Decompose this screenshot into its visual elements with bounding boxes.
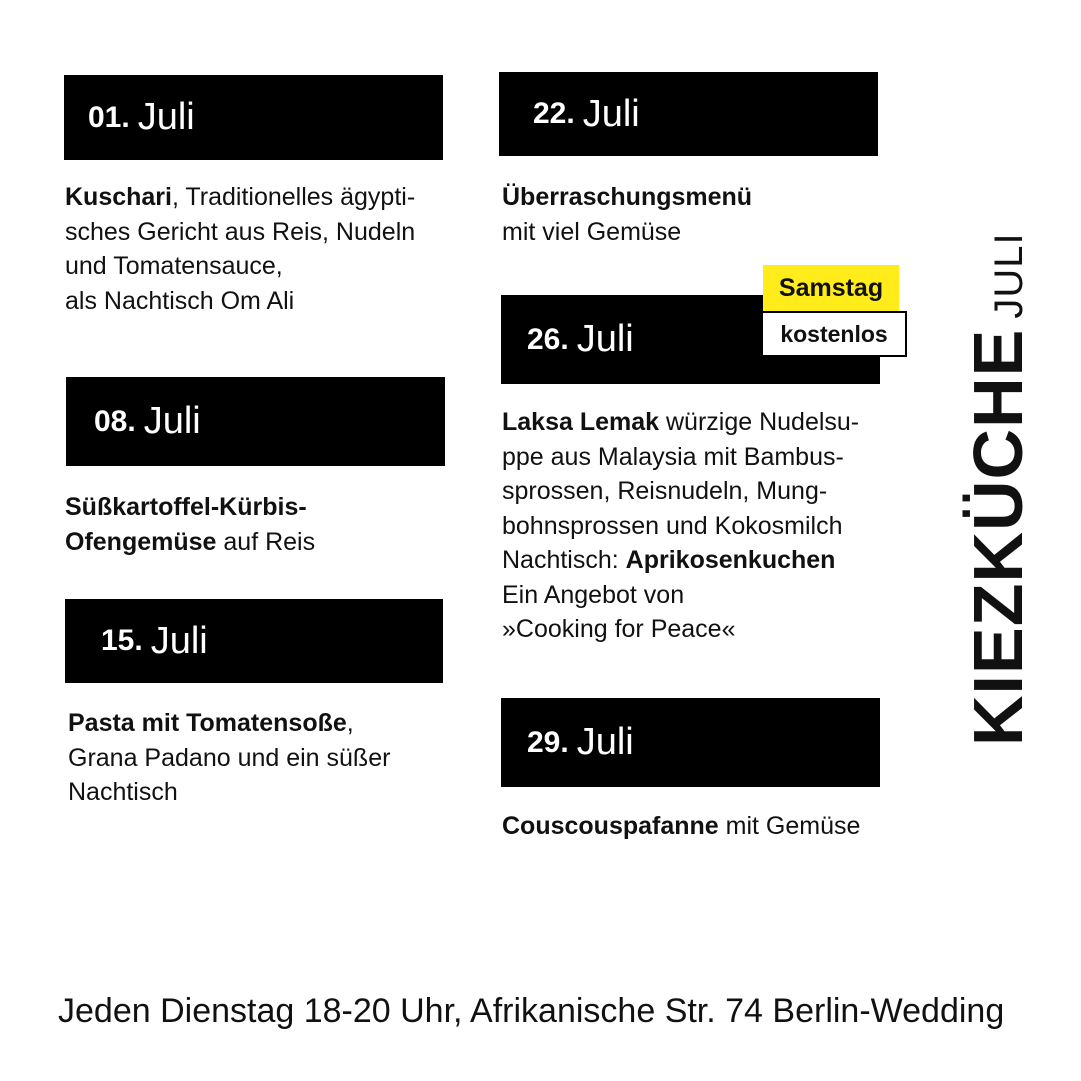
- date-day: 08.: [94, 404, 136, 438]
- dish-text: , Grana Padano und ein süßer Nachtisch: [68, 709, 391, 806]
- dish-text: würzige Nudelsu- ppe aus Malaysia mit Bambus- sprossen, Reisnudeln, Mung- bohnsprossen und Kokosmilch Nachtisch:: [502, 408, 860, 574]
- date-header-29: [501, 698, 880, 787]
- footer-info: Jeden Dienstag 18-20 Uhr, Afrikanische Str. 74 Berlin-Wedding: [58, 992, 1005, 1030]
- date-month: Juli: [576, 721, 634, 763]
- date-header-15: [65, 599, 443, 683]
- dessert-name: Aprikosenkuchen: [625, 546, 836, 574]
- dish-text: mit Gemüse: [718, 812, 861, 840]
- vertical-title: [958, 232, 1038, 746]
- menu-description-29: [502, 809, 887, 844]
- date-day: 26.: [527, 322, 569, 356]
- date-day: 29.: [527, 725, 569, 759]
- offer-text: Ein Angebot von »Cooking for Peace«: [502, 580, 736, 643]
- menu-description-01: [65, 180, 450, 318]
- date-day: 22.: [533, 97, 575, 130]
- date-month: Juli: [143, 400, 201, 442]
- dish-text: mit viel Gemüse: [502, 217, 682, 246]
- dish-text: auf Reis: [216, 527, 316, 556]
- menu-description-26: [502, 405, 887, 647]
- dish-name: Süßkartoffel-Kürbis- Ofengemüse: [65, 493, 307, 556]
- title-main: KIEZKÜCHE: [959, 328, 1037, 746]
- date-day: 15.: [101, 624, 143, 657]
- date-month: Juli: [137, 96, 195, 138]
- date-header-01: [64, 75, 443, 160]
- dish-text: , Traditionelles ägypti- sches Gericht aus Reis, Nudeln und Tomatensauce, als Nachtisch Om Ali: [65, 183, 416, 315]
- date-month: Juli: [150, 619, 208, 662]
- menu-description-08: [65, 490, 450, 559]
- dish-name: Couscouspafanne: [502, 812, 719, 840]
- title-month: JULI: [987, 232, 1031, 319]
- date-day: 01.: [88, 100, 130, 134]
- price-badge: kostenlos: [761, 311, 907, 357]
- date-header-08: [66, 377, 445, 466]
- date-month: Juli: [582, 92, 640, 135]
- date-header-22: [499, 72, 878, 156]
- menu-description-15: [68, 706, 453, 810]
- dish-name: Pasta mit Tomatensoße: [68, 709, 347, 737]
- date-month: Juli: [576, 318, 634, 360]
- dish-name: Laksa Lemak: [502, 408, 660, 436]
- dish-name: Kuschari: [65, 183, 172, 211]
- day-badge: Samstag: [763, 265, 899, 311]
- menu-description-22: [502, 180, 887, 249]
- dish-name: Überraschungsmenü: [502, 183, 753, 211]
